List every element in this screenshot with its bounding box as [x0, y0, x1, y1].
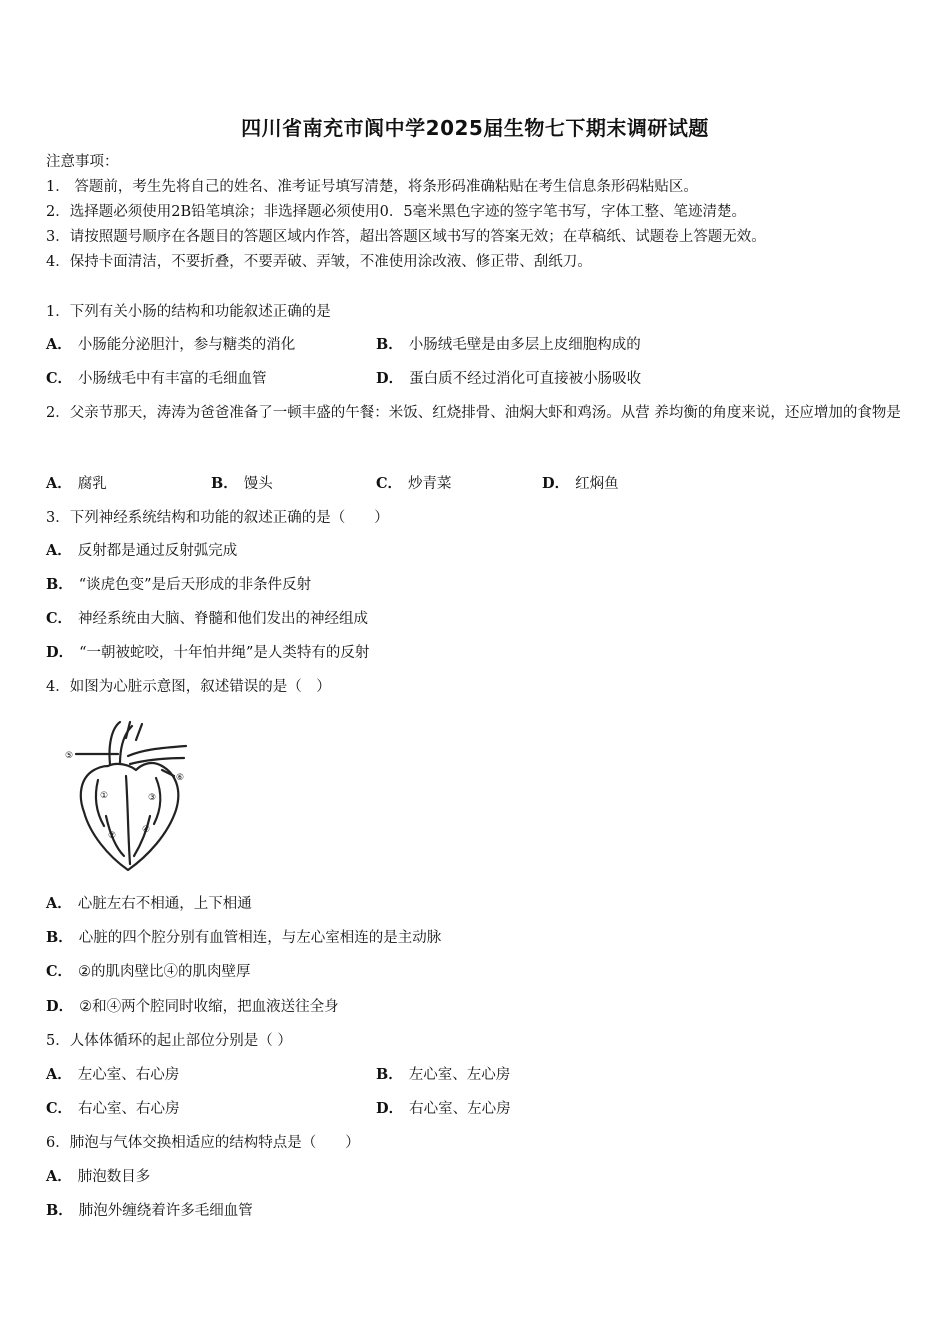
question-6-stem: 6．肺泡与气体交换相适应的结构特点是（ ）: [46, 1135, 360, 1151]
q3-option-c[interactable]: C． 神经系统由大脑、脊髓和他们发出的神经组成: [46, 610, 369, 627]
question-5-stem: 5．人体体循环的起止部位分别是（ ）: [46, 1033, 292, 1049]
question-2-stem: 2．父亲节那天，涛涛为爸爸准备了一顿丰盛的午餐：米饭、红烧排骨、油焖大虾和鸡汤。从营 养均衡的角度来说，还应增加的食物是: [46, 405, 901, 421]
q1-option-c[interactable]: C． 小肠绒毛中有丰富的毛细血管: [46, 370, 267, 387]
label-5: ⑤: [64, 751, 74, 761]
q4-option-c[interactable]: C． ②的肌肉壁比④的肌肉壁厚: [46, 963, 251, 980]
notice-item: 3．请按照题号顺序在各题目的答题区域内作答，超出答题区域书写的答案无效；在草稿纸、试题卷上答题无效。: [46, 229, 766, 245]
notice-heading: 注意事项：: [46, 154, 119, 170]
q4-option-b[interactable]: B． 心脏的四个腔分别有血管相连，与左心室相连的是主动脉: [46, 929, 442, 946]
notice-item: 1． 答题前，考生先将自己的姓名、准考证号填写清楚，将条形码准确粘贴在考生信息条形码粘贴区。: [46, 179, 698, 195]
notice-item: 2．选择题必须使用2B铅笔填涂；非选择题必须使用0．5毫米黑色字迹的签字笔书写，字体工整、笔迹清楚。: [46, 204, 747, 220]
question-1-stem: 1．下列有关小肠的结构和功能叙述正确的是: [46, 304, 331, 320]
q5-option-c[interactable]: C． 右心室、右心房: [46, 1100, 180, 1117]
label-1: ①: [99, 791, 109, 801]
label-6: ⑥: [175, 773, 185, 783]
q3-option-d[interactable]: D． “一朝被蛇咬，十年怕井绳”是人类特有的反射: [46, 644, 370, 661]
q2-option-a[interactable]: A． 腐乳: [46, 475, 107, 492]
label-2: ②: [107, 831, 117, 841]
notice-item: 4．保持卡面清洁，不要折叠，不要弄破、弄皱，不准使用涂改液、修正带、刮纸刀。: [46, 254, 592, 270]
q1-option-a[interactable]: A． 小肠能分泌胆汁，参与糖类的消化: [46, 336, 296, 353]
q3-option-a[interactable]: A． 反射都是通过反射弧完成: [46, 542, 238, 559]
question-3-stem: 3．下列神经系统结构和功能的叙述正确的是（ ）: [46, 510, 389, 526]
q4-option-d[interactable]: D． ②和④两个腔同时收缩，把血液送往全身: [46, 998, 339, 1015]
question-4-stem: 4．如图为心脏示意图，叙述错误的是（ ）: [46, 679, 331, 695]
q5-option-a[interactable]: A． 左心室、右心房: [46, 1066, 180, 1083]
q2-option-c[interactable]: C． 炒青菜: [376, 475, 452, 492]
q2-option-d[interactable]: D． 红焖鱼: [542, 475, 619, 492]
q6-option-a[interactable]: A． 肺泡数目多: [46, 1168, 151, 1185]
q1-option-d[interactable]: D． 蛋白质不经过消化可直接被小肠吸收: [376, 370, 642, 387]
q6-option-b[interactable]: B． 肺泡外缠绕着许多毛细血管: [46, 1202, 253, 1219]
page-title: 四川省南充市阆中学2025届生物七下期末调研试题: [241, 116, 709, 140]
q2-option-b[interactable]: B． 馒头: [211, 475, 273, 492]
q1-option-b[interactable]: B． 小肠绒毛壁是由多层上皮细胞构成的: [376, 336, 641, 353]
label-4: ④: [141, 825, 151, 835]
q5-option-b[interactable]: B． 左心室、左心房: [376, 1066, 511, 1083]
heart-diagram: [58, 716, 194, 876]
q3-option-b[interactable]: B． “谈虎色变”是后天形成的非条件反射: [46, 576, 312, 593]
q5-option-d[interactable]: D． 右心室、左心房: [376, 1100, 511, 1117]
label-3: ③: [147, 793, 157, 803]
q4-option-a[interactable]: A． 心脏左右不相通，上下相通: [46, 895, 252, 912]
